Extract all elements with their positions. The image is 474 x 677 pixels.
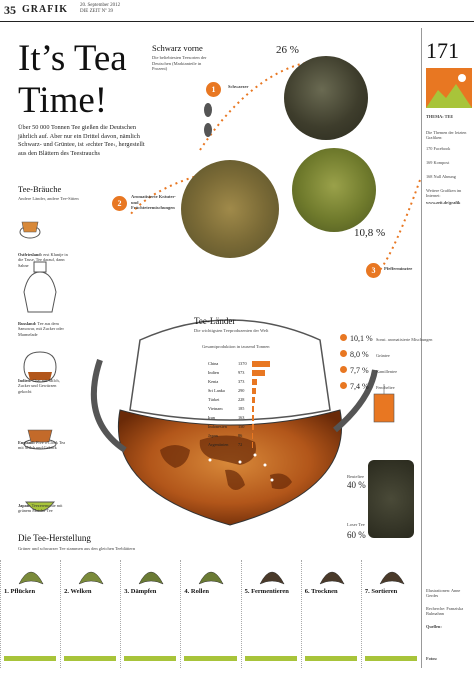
side-theme: THEMA: TEE <box>426 114 454 119</box>
production-steps <box>0 560 421 670</box>
theme-mountains-icon <box>426 68 472 108</box>
bag-tea-label: Beuteltee <box>347 474 364 479</box>
mix-percent: 8,0 % <box>350 350 369 359</box>
production-step-title: 2. Welken <box>64 588 92 595</box>
custom-ostfriesland-text: erst Kluntje in die Tasse, Tee darauf, dann Sahne <box>18 252 68 268</box>
country-value: 290 <box>238 388 245 393</box>
step-footer-bar <box>365 656 417 661</box>
country-value: 150 <box>238 424 245 429</box>
schwarz-subheading: Die beliebtesten Teesorten der Deutschen (Marktanteile in Prozent) <box>152 55 207 72</box>
step-footer-bar <box>124 656 176 661</box>
country-bar <box>252 397 255 403</box>
mix-label: Kamillentee <box>376 369 397 374</box>
side-sources: Quellen: <box>426 624 442 629</box>
country-name: Vietnam <box>208 406 223 411</box>
country-row <box>200 369 272 377</box>
rank1-badge: 1 <box>206 82 221 97</box>
rank2-name: Aromatisierte Kräuter- und Früchteteemischungen <box>131 194 176 211</box>
bag-tea-percent: 40 % <box>347 480 366 490</box>
customs-heading: Tee-Bräuche <box>18 184 62 194</box>
mix-bullet-icon <box>340 334 347 341</box>
production-step <box>0 560 60 668</box>
production-step-title: 1. Pflücken <box>4 588 36 595</box>
country-bar <box>252 433 253 439</box>
custom-england-label: England: <box>18 440 35 445</box>
production-step <box>361 560 421 668</box>
custom-indien <box>18 378 68 394</box>
side-illustrations: Illustrationen: Anne Gerdes <box>426 588 461 599</box>
country-name: Iran <box>208 415 215 420</box>
country-name: Indien <box>208 370 219 375</box>
step-footer-bar <box>305 656 357 661</box>
mix-item <box>340 350 390 359</box>
mix-bullet-icon <box>340 382 347 389</box>
country-name: China <box>208 361 219 366</box>
mix-bullet-icon <box>340 350 347 357</box>
page-number: 35 <box>4 3 16 17</box>
loose-tea-label: Loser Tee <box>347 522 365 527</box>
rank1-name: Schwarzer <box>228 84 249 89</box>
side-web-label: Weitere Grafiken im Internet: <box>426 188 462 199</box>
loose-tea-photo <box>368 460 414 538</box>
mix-label: Sonst. aromatisierte Mischungen <box>376 337 433 342</box>
production-step <box>241 560 301 668</box>
country-row <box>200 378 272 386</box>
country-name: Sri Lanka <box>208 388 225 393</box>
countries-table-head: Gesamtproduktion in tausend Tonnen <box>202 344 270 349</box>
side-prev-168: 168 Null Ahnung <box>426 174 456 179</box>
production-step-title: 7. Sortieren <box>364 588 398 595</box>
tea-leaf-icon <box>242 560 302 588</box>
side-web-url[interactable]: www.zeit.de/grafik <box>426 200 461 205</box>
country-name: Kenia <box>208 379 219 384</box>
production-step-title: 3. Dämpfen <box>124 588 157 595</box>
mix-item <box>340 334 432 343</box>
country-bar <box>252 415 254 421</box>
country-value: 973 <box>238 370 245 375</box>
country-bar <box>252 388 256 394</box>
side-column <box>421 28 474 668</box>
custom-indien-text: Chai mit Milch, Zucker und Gewürzen gekocht <box>18 378 60 394</box>
issue-date-line1: 20. September 2012 <box>80 3 121 8</box>
mix-percent: 7,7 % <box>350 366 369 375</box>
country-row <box>200 360 272 368</box>
countries-heading: Tee-Länder <box>194 316 236 326</box>
fruit-tea-photo <box>181 160 279 258</box>
countries-subheading: Die wichtigsten Teeproduzenten der Welt <box>194 328 269 333</box>
country-value: 163 <box>238 415 245 420</box>
country-value: 86 <box>238 433 243 438</box>
side-research: Recherche: Franziska Bulmahnn <box>426 606 464 617</box>
production-heading: Die Tee-Herstellung <box>18 533 91 543</box>
samovar-icon <box>24 262 56 312</box>
rank3-badge: 3 <box>366 263 381 278</box>
tea-leaf-icon <box>362 560 422 588</box>
country-row <box>200 405 272 413</box>
title-line1: It’s Tea <box>18 38 127 79</box>
country-value: 72 <box>238 442 243 447</box>
country-name: Japan <box>208 433 218 438</box>
rank3-name: Pfefferminztee <box>384 266 413 271</box>
schwarz-heading: Schwarz vorne <box>152 43 203 53</box>
title-line2: Time! <box>18 80 108 121</box>
mix-label: Grüntee <box>376 353 390 358</box>
peppermint-tea-photo <box>292 148 376 232</box>
black-tea-photo <box>284 56 368 140</box>
theme-image <box>426 68 472 108</box>
loose-tea-percent: 60 % <box>347 530 366 540</box>
step-footer-bar <box>184 656 236 661</box>
country-row <box>200 414 272 422</box>
country-bar <box>252 379 257 385</box>
country-bar <box>252 442 253 448</box>
production-step-title: 4. Rollen <box>184 588 209 595</box>
country-name: Argentinien <box>208 442 229 447</box>
tea-icon-rank1 <box>198 100 238 160</box>
country-row <box>200 441 272 449</box>
tea-leaf-icon <box>1 560 61 588</box>
mix-percent: 10,1 % <box>350 334 373 343</box>
mix-percent: 7,4 % <box>350 382 369 391</box>
mix-bullet-icon <box>340 366 347 373</box>
custom-russland-label: Russland: <box>18 321 37 326</box>
country-name: Indonesien <box>208 424 227 429</box>
step-footer-bar <box>245 656 297 661</box>
custom-ostfriesland-label: Ostfriesland: <box>18 252 43 257</box>
side-photos: Fotos: <box>426 656 438 661</box>
production-step <box>301 560 361 668</box>
production-step <box>120 560 180 668</box>
intro-text: Über 50 000 Tonnen Tee gießen die Deutschen jährlich auf. Aber nur ein Drittel davon, nämlich Schwarz- und Grüntee, ist ›echter Tee‹, hergestellt aus den Blättern des Teestrauchs <box>18 124 145 157</box>
step-footer-bar <box>4 656 56 661</box>
mix-item <box>340 366 397 375</box>
custom-england <box>18 440 68 451</box>
country-bar <box>252 406 254 412</box>
issue-date-line2: DIE ZEIT Nº 39 <box>80 9 113 14</box>
country-name: Türkei <box>208 397 220 402</box>
production-step <box>180 560 240 668</box>
custom-england-text: Five o'Clock Tea mit Milch und Gebäck <box>18 440 66 451</box>
country-value: 185 <box>238 406 245 411</box>
production-step-title: 6. Trocknen <box>304 588 338 595</box>
production-step-title: 5. Fermentieren <box>244 588 289 595</box>
country-bar <box>252 424 254 430</box>
country-value: 228 <box>238 397 245 402</box>
country-value: 1370 <box>238 361 247 366</box>
country-bar <box>252 370 265 376</box>
country-value: 373 <box>238 379 245 384</box>
rank1-percent: 26 % <box>276 44 299 56</box>
rank3-percent: 10,8 % <box>354 227 386 239</box>
custom-indien-label: Indien: <box>18 378 32 383</box>
custom-ostfriesland <box>18 252 68 268</box>
country-row <box>200 396 272 404</box>
teabag-icon <box>364 384 404 434</box>
tea-leaf-icon <box>302 560 362 588</box>
production-step <box>60 560 120 668</box>
step-footer-bar <box>64 656 116 661</box>
side-prev-169: 169 Kompost <box>426 160 450 165</box>
graphic-number: 171 <box>426 38 459 63</box>
custom-japan <box>18 503 68 514</box>
ostfriesland-cup-icon <box>20 222 40 238</box>
side-prev-170: 170 Facebook <box>426 146 451 151</box>
country-row <box>200 432 272 440</box>
side-prev-label: Die Themen der letzten Grafiken: <box>426 130 467 141</box>
section-label: GRAFIK <box>22 4 68 15</box>
mix-label: Fencheltee <box>376 385 395 390</box>
tea-leaf-icon <box>181 560 241 588</box>
tea-leaf-icon <box>121 560 181 588</box>
custom-japan-label: Japan: <box>18 503 31 508</box>
country-row <box>200 423 272 431</box>
country-row <box>200 387 272 395</box>
customs-subheading: Andere Länder, andere Tee-Sitten <box>18 196 79 201</box>
custom-russland <box>18 321 68 337</box>
production-subheading: Grüner und schwarzer Tee stammen aus den gleichen Teeblättern <box>18 546 136 551</box>
tea-leaf-icon <box>61 560 121 588</box>
custom-japan-text: Teezeremonie mit grünem Matcha-Tee <box>18 503 63 514</box>
country-bar <box>252 361 270 367</box>
rank2-badge: 2 <box>112 196 127 211</box>
custom-russland-text: Tee aus dem Samowar, mit Zucker oder Marmelade <box>18 321 64 337</box>
